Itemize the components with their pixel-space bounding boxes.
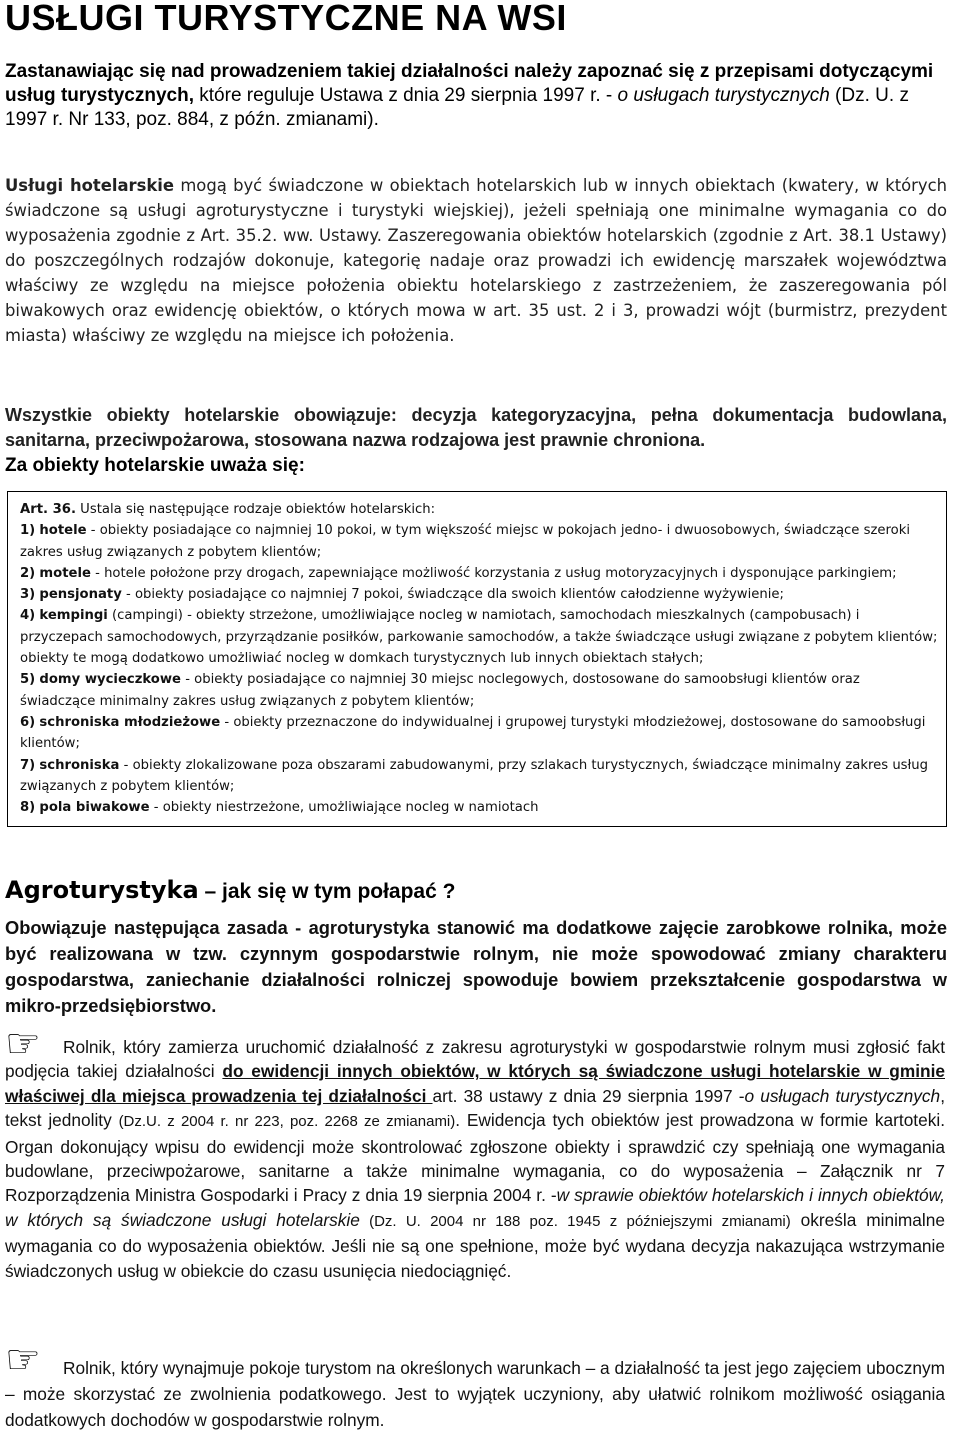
intro-bold: Zastanawiając się nad prowadzeniem takiej działalności należy zapoznać się z przepisami dotyczącymi usług turystycznych,: [5, 61, 934, 106]
item-num: 2): [20, 565, 36, 581]
item-desc: - obiekty posiadające co najmniej 7 pokoi, świadczące dla swoich klientów całodzienne wyżywienie;: [121, 587, 784, 603]
item-name: schroniska: [39, 757, 120, 773]
rolnik1-text-a: Rolnik, który zamierza uruchomić działalność z zakresu agroturystyki w gospodarstwie rolnym musi zgłosić fakt podjęcia takiej działalności: [5, 1037, 945, 1082]
list-item: [20, 605, 938, 669]
article-36-box: [7, 491, 947, 827]
article-36-intro-text: Ustala się następujące rodzaje obiektów hotelarskich:: [75, 502, 436, 517]
item-name: pensjonaty: [39, 587, 122, 603]
intro-tail: (Dz. U. z 1997 r. Nr 133, poz. 884, z późn. zmianami).: [5, 85, 909, 130]
item-desc: - obiekty zlokalizowane poza obszarami zabudowanymi, przy szlakach turystycznych, świadczące minimalny zakres usług związanych z pobytem klientów;: [20, 757, 929, 794]
page-title: USŁUGI TURYSTYCZNE NA WSI: [5, 0, 567, 38]
za-obiekty-heading: Za obiekty hotelarskie uważa się:: [5, 455, 305, 476]
intro-normal: które reguluje Ustawa z dnia 29 sierpnia 1997 r. -: [194, 85, 618, 106]
list-item: [20, 712, 938, 755]
item-desc: (campingi) - obiekty strzeżone, umożliwiające nocleg w namiotach, samochodach mieszkalnych (campobusach) i przyczepach samochodowych, przyrządzanie posiłków, parkowanie samochodów, a także świadczące usługi związane z pobytem klientów; obiekty te mogą dodatkowo umożliwiać nocleg w domkach turystycznych lub innych obiektach stałych;: [20, 608, 938, 667]
item-num: 4): [20, 608, 36, 624]
item-name: hotele: [39, 523, 87, 539]
item-num: 1): [20, 523, 36, 539]
rolnik1-small-2: (Dz. U. 2004 nr 188 poz. 1945 z późniejszymi zmianami): [359, 1212, 791, 1230]
item-desc: - obiekty przeznaczone do indywidualnej i grupowej turystyki młodzieżowej, dostosowane do samoobsługi klientów;: [20, 714, 926, 752]
pointing-hand-icon: ☞: [5, 1337, 41, 1383]
rolnik1-small-1: (Dz.U. z 2004 r. nr 223, poz. 2268 ze zmianami): [118, 1113, 456, 1131]
rolnik1-text-b: art. 38 ustawy z dnia 29 sierpnia 1997 -: [432, 1085, 745, 1106]
list-item: [20, 797, 938, 818]
agro-heading: [5, 875, 455, 907]
article-36-intro: [20, 499, 938, 520]
item-desc: - obiekty niestrzeżone, umożliwiające nocleg w namiotach: [149, 800, 539, 816]
item-name: pola biwakowe: [39, 800, 150, 816]
hotel-services-paragraph: [5, 173, 947, 348]
article-36-label: Art. 36.: [20, 502, 76, 517]
hotel-services-bold: Usługi hotelarskie: [5, 176, 175, 195]
item-name: motele: [39, 565, 91, 581]
list-item: [20, 584, 938, 605]
item-name: domy wycieczkowe: [39, 672, 181, 688]
rolnik1-text-e: określa minimalne wymagania co do wyposażenia obiektów. Jeśli nie są one spełnione, może być wydana decyzja nakazująca wstrzymanie świadczonych usług w obiekcie do czasu usunięcia niedociągnięć.: [5, 1209, 945, 1281]
item-num: 8): [20, 800, 36, 816]
rolnik1-italic-2: w sprawie obiektów hotelarskich i innych obiektów, w których są świadczone usługi hotelarskie: [5, 1185, 945, 1230]
intro-italic: o usługach turystycznych: [617, 85, 830, 106]
rolnik1-text-d: . Ewidencja tych obiektów jest prowadzona w formie kartoteki. Organ dokonujący wpisu do ewidencji może skontrolować zgłoszone obiekty i sprawdzić czy spełniają one wymagania budowlane, przeciwpożarowe, sanitarne a także minimalne wymagania, co do wyposażenia – Załącznik nr 7 Rozporządzenia Ministra Gospodarki i Pracy z dnia 19 sierpnia 2004 r. -: [5, 1110, 945, 1206]
list-item: [20, 563, 938, 584]
rolnik1-italic-1: o usługach turystycznych: [744, 1085, 941, 1106]
hotel-services-text: mogą być świadczone w obiektach hotelarskich lub w innych obiektach (kwatery, w których świadczone są usługi agroturystyczne i turystyki wiejskiej), jeżeli spełniają one minimalne wymagania co do wyposażenia zgodnie z Art. 35.2. ww. Ustawy. Zaszeregowania obiektów hotelarskich (zgodnie z Art. 38.1 Ustawy) do poszczególnych rodzajów dokonuje, kategorię nadaje oraz prowadzi ich ewidencję marszałek województwa właściwy ze względu na miejsce położenia obiektu hotelarskiego z zastrzeżeniem, że zaszeregowania pól biwakowych oraz ewidencję obiektów, o których mowa w art. 35 ust. 2 i 3, prowadzi wójt (burmistrz, prezydent miasta) właściwy ze względu na miejsce ich położenia.: [5, 176, 947, 345]
rolnik-paragraph-2: Rolnik, który wynajmuje pokoje turystom na określonych warunkach – a działalność ta jest jego zajęciem ubocznym – może skorzystać ze zwolnienia podatkowego. Jest to wyjątek uczyniony, aby ułatwić rolnikom możliwość osiągania dodatkowych dochodów w gospodarstwie rolnym.: [5, 1358, 945, 1430]
rolnik1-underlined: do ewidencji innych obiektów, w których są świadczone usługi hotelarskie w gminie właściwej dla miejsca prowadzenia tej działalności: [5, 1061, 945, 1106]
item-num: 7): [20, 757, 36, 773]
rolnik-paragraph-1: [5, 1035, 945, 1283]
item-num: 3): [20, 587, 36, 603]
item-name: kempingi: [39, 608, 108, 624]
pointing-hand-icon: ☞: [5, 1021, 41, 1067]
rolnik1-text-c: , tekst jednolity: [5, 1085, 945, 1131]
obligation-paragraph: Obowiązuje następująca zasada - agroturystyka stanowić ma dodatkowe zajęcie zarobkowe rolnika, może być realizowana w tzw. czynnym gospodarstwie rolnym, nie może spowodować zmiany charakteru gospodarstwa, zaniechanie działalności rolniczej spowoduje bowiem przekształcenie gospodarstwa w mikro-przedsiębiorstwo.: [5, 917, 947, 1016]
agro-heading-sub: – jak się w tym połapać ?: [198, 880, 456, 903]
item-desc: - hotele położone przy drogach, zapewniające możliwość korzystania z usług motoryzacyjnych i dysponujące parkingiem;: [90, 565, 897, 581]
item-desc: - obiekty posiadające co najmniej 30 miejsc noclegowych, dostosowane do samoobsługi klientów oraz świadczące minimalny zakres usług związanych z pobytem klientów;: [20, 672, 860, 709]
item-num: 5): [20, 672, 36, 688]
item-num: 6): [20, 714, 36, 730]
item-desc: - obiekty posiadające co najmniej 10 pokoi, w tym większość miejsc w pokojach jedno- i dwuosobowych, świadczące szeroki zakres usług związanych z pobytem klientów;: [20, 523, 911, 560]
item-name: schroniska młodzieżowe: [39, 714, 221, 730]
list-item: [20, 669, 938, 712]
all-objects-paragraph: Wszystkie obiekty hotelarskie obowiązuje: decyzja kategoryzacyjna, pełna dokumentacja budowlana, sanitarna, przeciwpożarowa, stosowana nazwa rodzajowa jest prawnie chroniona.: [5, 405, 947, 450]
list-item: [20, 520, 938, 563]
intro-paragraph: [5, 60, 950, 132]
list-item: [20, 755, 938, 798]
agro-heading-main: Agroturystyka: [5, 876, 199, 904]
